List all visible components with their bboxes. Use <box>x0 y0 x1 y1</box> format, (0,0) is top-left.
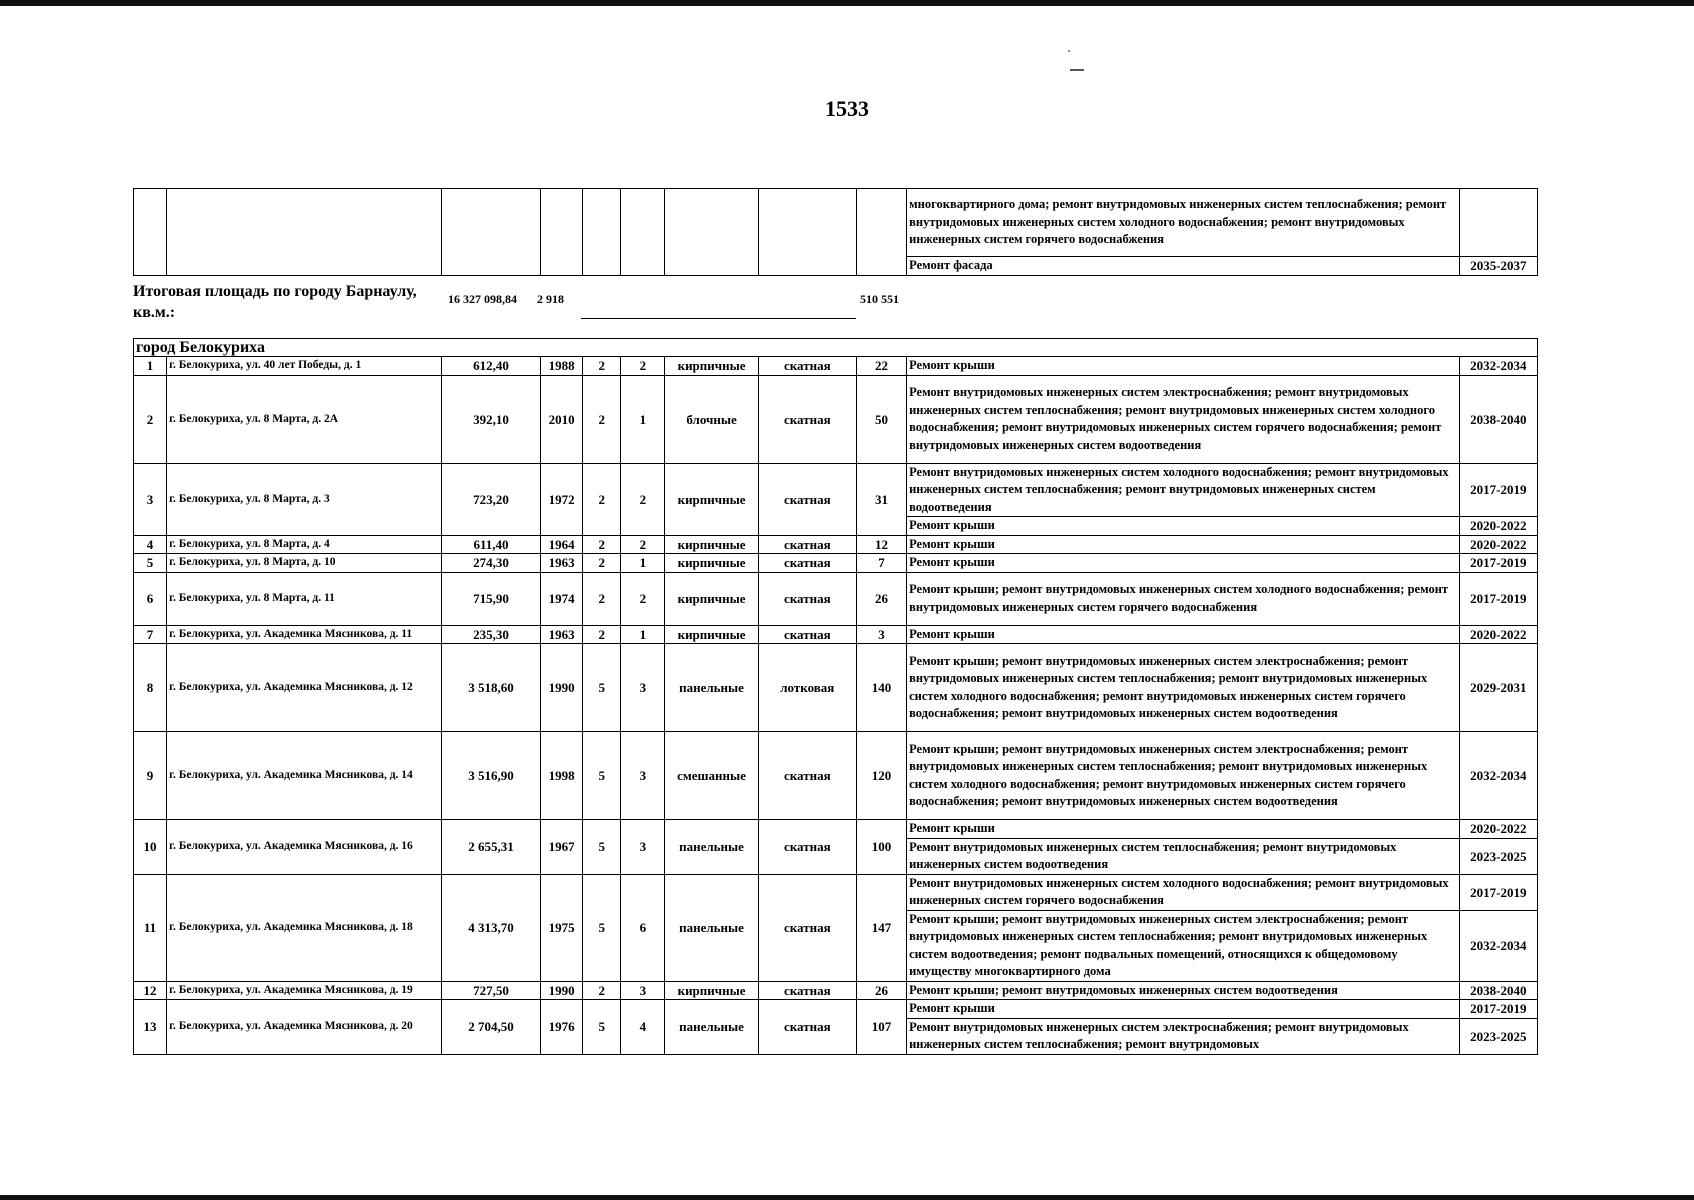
house-address: г. Белокуриха, ул. Академика Мясникова, д. 20 <box>167 1000 442 1055</box>
repair-works: Ремонт крыши; ремонт внутридомовых инженерных систем электроснабжения; ремонт внутридомовых инженерных систем теплоснабжения; ремонт внутридомовых инженерных систем холодного водоснабжения; ремонт внутридомовых инженерных систем горячего водоснабжения; ремонт внутридомовых инженерных систем водоотведения <box>907 732 1460 820</box>
repair-period: 2038-2040 <box>1459 981 1537 1000</box>
repair-period: 2023-2025 <box>1459 838 1537 874</box>
house-number: 8 <box>134 644 167 732</box>
repair-period: 2032-2034 <box>1459 732 1537 820</box>
house-entrances: 3 <box>621 644 665 732</box>
house-roof-type: лотковая <box>758 644 856 732</box>
house-floors: 5 <box>583 1000 621 1055</box>
house-wall-material: панельные <box>665 1000 758 1055</box>
house-floors: 5 <box>583 820 621 875</box>
repair-period: 2020-2022 <box>1459 517 1537 536</box>
house-entrances: 2 <box>621 535 665 554</box>
blank-area-cell <box>441 189 540 276</box>
continuation-table <box>133 188 1538 276</box>
house-floors: 2 <box>583 981 621 1000</box>
period-cell <box>1459 189 1537 257</box>
house-year: 1974 <box>541 572 583 625</box>
table-row <box>134 732 1538 820</box>
barnaul-total-label: Итоговая площадь по городу Барнаулу, кв.м.: <box>133 283 417 321</box>
house-roof-type: скатная <box>758 535 856 554</box>
house-wall-material: кирпичные <box>665 535 758 554</box>
repair-period: 2017-2019 <box>1459 572 1537 625</box>
house-address: г. Белокуриха, ул. Академика Мясникова, д. 18 <box>167 874 442 981</box>
repair-works: Ремонт крыши <box>907 625 1460 644</box>
house-number: 4 <box>134 535 167 554</box>
house-number: 13 <box>134 1000 167 1055</box>
house-number: 10 <box>134 820 167 875</box>
belokurikha-houses-table <box>133 338 1538 1055</box>
blank-walls-cell <box>665 189 758 276</box>
repair-period: 2020-2022 <box>1459 625 1537 644</box>
house-number: 12 <box>134 981 167 1000</box>
house-year: 1990 <box>541 644 583 732</box>
repair-period: 2017-2019 <box>1459 554 1537 573</box>
house-apartments: 31 <box>856 463 906 535</box>
barnaul-total-count: 2 918 <box>537 292 564 306</box>
repair-works: Ремонт крыши <box>907 820 1460 839</box>
house-floors: 2 <box>583 535 621 554</box>
repair-works: Ремонт крыши; ремонт внутридомовых инженерных систем водоотведения <box>907 981 1460 1000</box>
house-wall-material: кирпичные <box>665 357 758 376</box>
house-wall-material: панельные <box>665 874 758 981</box>
house-apartments: 26 <box>856 981 906 1000</box>
house-roof-type: скатная <box>758 874 856 981</box>
repair-period: 2020-2022 <box>1459 820 1537 839</box>
house-entrances: 3 <box>621 732 665 820</box>
house-wall-material: панельные <box>665 820 758 875</box>
repair-works: Ремонт крыши <box>907 1000 1460 1019</box>
city-name: город Белокуриха <box>134 339 1538 357</box>
house-area: 4 313,70 <box>441 874 540 981</box>
house-apartments: 22 <box>856 357 906 376</box>
table-row <box>134 554 1538 573</box>
repair-period: 2017-2019 <box>1459 874 1537 910</box>
house-year: 1998 <box>541 732 583 820</box>
house-entrances: 3 <box>621 981 665 1000</box>
house-number: 5 <box>134 554 167 573</box>
house-address: г. Белокуриха, ул. 8 Марта, д. 3 <box>167 463 442 535</box>
house-roof-type: скатная <box>758 357 856 376</box>
house-area: 611,40 <box>441 535 540 554</box>
repair-works: Ремонт крыши <box>907 517 1460 536</box>
house-year: 1967 <box>541 820 583 875</box>
house-entrances: 1 <box>621 554 665 573</box>
house-apartments: 26 <box>856 572 906 625</box>
page-number: 1533 <box>825 96 869 121</box>
repair-works: Ремонт крыши; ремонт внутридомовых инженерных систем электроснабжения; ремонт внутридомовых инженерных систем теплоснабжения; ремонт внутридомовых инженерных систем водоотведения; ремонт подвальных помещений, относящихся к общедомовому имуществу многоквартирного дома <box>907 910 1460 981</box>
house-year: 1964 <box>541 535 583 554</box>
table-row <box>134 535 1538 554</box>
house-wall-material: смешанные <box>665 732 758 820</box>
house-entrances: 2 <box>621 357 665 376</box>
table-row <box>134 874 1538 910</box>
barnaul-total-apartments: 510 551 <box>860 292 899 306</box>
house-apartments: 140 <box>856 644 906 732</box>
house-roof-type: скатная <box>758 572 856 625</box>
house-year: 1990 <box>541 981 583 1000</box>
house-wall-material: кирпичные <box>665 463 758 535</box>
house-apartments: 120 <box>856 732 906 820</box>
blank-address-cell <box>167 189 442 276</box>
blank-apartments-cell <box>857 189 907 276</box>
house-roof-type: скатная <box>758 463 856 535</box>
repair-works: Ремонт крыши; ремонт внутридомовых инженерных систем холодного водоснабжения; ремонт внутридомовых инженерных систем горячего водоснабжения <box>907 572 1460 625</box>
house-entrances: 1 <box>621 625 665 644</box>
table-row <box>134 820 1538 839</box>
house-area: 3 516,90 <box>441 732 540 820</box>
house-area: 723,20 <box>441 463 540 535</box>
blank-entrances-cell <box>621 189 665 276</box>
house-area: 3 518,60 <box>441 644 540 732</box>
house-area: 235,30 <box>441 625 540 644</box>
repair-period: 2017-2019 <box>1459 463 1537 517</box>
repair-period: 2032-2034 <box>1459 357 1537 376</box>
house-wall-material: блочные <box>665 375 758 463</box>
table-row <box>134 625 1538 644</box>
house-year: 1963 <box>541 625 583 644</box>
house-number: 6 <box>134 572 167 625</box>
period-cell: 2035-2037 <box>1459 257 1537 276</box>
house-year: 1972 <box>541 463 583 535</box>
house-floors: 5 <box>583 874 621 981</box>
repair-period: 2023-2025 <box>1459 1018 1537 1054</box>
totals-underline <box>581 318 856 319</box>
repair-works: Ремонт внутридомовых инженерных систем электроснабжения; ремонт внутридомовых инженерных систем теплоснабжения; ремонт внутридомовых инженерных систем холодного водоснабжения; ремонт внутридомовых инженерных систем горячего водоснабжения; ремонт внутридомовых инженерных систем водоотведения <box>907 375 1460 463</box>
house-entrances: 2 <box>621 572 665 625</box>
continuation-row <box>134 189 1538 257</box>
repair-works: Ремонт крыши <box>907 535 1460 554</box>
house-roof-type: скатная <box>758 1000 856 1055</box>
repair-period: 2029-2031 <box>1459 644 1537 732</box>
house-address: г. Белокуриха, ул. Академика Мясникова, д. 19 <box>167 981 442 1000</box>
repair-works: Ремонт внутридомовых инженерных систем теплоснабжения; ремонт внутридомовых инженерных систем водоотведения <box>907 838 1460 874</box>
repair-period: 2017-2019 <box>1459 1000 1537 1019</box>
house-number: 11 <box>134 874 167 981</box>
house-area: 715,90 <box>441 572 540 625</box>
house-floors: 5 <box>583 732 621 820</box>
city-header-row <box>134 339 1538 357</box>
table-row <box>134 572 1538 625</box>
table-row <box>134 375 1538 463</box>
table-row <box>134 1000 1538 1019</box>
house-roof-type: скатная <box>758 375 856 463</box>
house-address: г. Белокуриха, ул. 8 Марта, д. 10 <box>167 554 442 573</box>
works-cell: многоквартирного дома; ремонт внутридомовых инженерных систем теплоснабжения; ремонт внутридомовых инженерных систем холодного водоснабжения; ремонт внутридомовых инженерных систем горячего водоснабжения <box>907 189 1460 257</box>
repair-works: Ремонт крыши <box>907 554 1460 573</box>
house-roof-type: скатная <box>758 820 856 875</box>
house-area: 2 655,31 <box>441 820 540 875</box>
table-row <box>134 644 1538 732</box>
house-address: г. Белокуриха, ул. 8 Марта, д. 2А <box>167 375 442 463</box>
house-roof-type: скатная <box>758 981 856 1000</box>
house-entrances: 2 <box>621 463 665 535</box>
house-apartments: 100 <box>856 820 906 875</box>
house-entrances: 3 <box>621 820 665 875</box>
house-area: 392,10 <box>441 375 540 463</box>
repair-works: Ремонт внутридомовых инженерных систем холодного водоснабжения; ремонт внутридомовых инженерных систем горячего водоснабжения <box>907 874 1460 910</box>
house-address: г. Белокуриха, ул. Академика Мясникова, д. 14 <box>167 732 442 820</box>
bottom-scan-border <box>0 1195 1694 1200</box>
house-address: г. Белокуриха, ул. 40 лет Победы, д. 1 <box>167 357 442 376</box>
house-address: г. Белокуриха, ул. Академика Мясникова, д. 12 <box>167 644 442 732</box>
house-floors: 5 <box>583 644 621 732</box>
house-year: 1976 <box>541 1000 583 1055</box>
house-area: 2 704,50 <box>441 1000 540 1055</box>
house-year: 1988 <box>541 357 583 376</box>
house-wall-material: кирпичные <box>665 554 758 573</box>
repair-works: Ремонт крыши; ремонт внутридомовых инженерных систем электроснабжения; ремонт внутридомовых инженерных систем теплоснабжения; ремонт внутридомовых инженерных систем холодного водоснабжения; ремонт внутридомовых инженерных систем горячего водоснабжения; ремонт внутридомовых инженерных систем водоотведения <box>907 644 1460 732</box>
house-number: 7 <box>134 625 167 644</box>
house-address: г. Белокуриха, ул. Академика Мясникова, д. 11 <box>167 625 442 644</box>
house-roof-type: скатная <box>758 732 856 820</box>
table-row <box>134 981 1538 1000</box>
blank-year-cell <box>541 189 583 276</box>
house-area: 612,40 <box>441 357 540 376</box>
scan-artifact-dot <box>1068 50 1070 52</box>
house-apartments: 3 <box>856 625 906 644</box>
house-roof-type: скатная <box>758 554 856 573</box>
blank-num-cell <box>134 189 167 276</box>
house-entrances: 4 <box>621 1000 665 1055</box>
house-year: 1975 <box>541 874 583 981</box>
table-row <box>134 357 1538 376</box>
house-roof-type: скатная <box>758 625 856 644</box>
house-entrances: 1 <box>621 375 665 463</box>
house-floors: 2 <box>583 357 621 376</box>
house-wall-material: кирпичные <box>665 625 758 644</box>
house-wall-material: кирпичные <box>665 572 758 625</box>
house-number: 1 <box>134 357 167 376</box>
house-address: г. Белокуриха, ул. 8 Марта, д. 4 <box>167 535 442 554</box>
table-row <box>134 463 1538 517</box>
house-area: 274,30 <box>441 554 540 573</box>
house-year: 1963 <box>541 554 583 573</box>
repair-works: Ремонт внутридомовых инженерных систем электроснабжения; ремонт внутридомовых инженерных систем теплоснабжения; ремонт внутридомовых <box>907 1018 1460 1054</box>
house-floors: 2 <box>583 375 621 463</box>
blank-roof-cell <box>758 189 856 276</box>
repair-period: 2038-2040 <box>1459 375 1537 463</box>
house-apartments: 7 <box>856 554 906 573</box>
repair-works: Ремонт крыши <box>907 357 1460 376</box>
repair-period: 2032-2034 <box>1459 910 1537 981</box>
house-apartments: 50 <box>856 375 906 463</box>
house-number: 2 <box>134 375 167 463</box>
blank-floors-cell <box>583 189 621 276</box>
top-scan-border <box>0 0 1694 6</box>
scan-artifact-mark <box>1070 69 1084 71</box>
works-cell: Ремонт фасада <box>907 257 1460 276</box>
house-area: 727,50 <box>441 981 540 1000</box>
house-entrances: 6 <box>621 874 665 981</box>
house-wall-material: панельные <box>665 644 758 732</box>
house-apartments: 147 <box>856 874 906 981</box>
house-address: г. Белокуриха, ул. 8 Марта, д. 11 <box>167 572 442 625</box>
house-floors: 2 <box>583 572 621 625</box>
house-wall-material: кирпичные <box>665 981 758 1000</box>
house-number: 3 <box>134 463 167 535</box>
barnaul-total-area: 16 327 098,84 <box>448 292 517 306</box>
repair-period: 2020-2022 <box>1459 535 1537 554</box>
house-apartments: 12 <box>856 535 906 554</box>
house-floors: 2 <box>583 463 621 535</box>
house-floors: 2 <box>583 554 621 573</box>
house-year: 2010 <box>541 375 583 463</box>
house-address: г. Белокуриха, ул. Академика Мясникова, д. 16 <box>167 820 442 875</box>
house-floors: 2 <box>583 625 621 644</box>
house-apartments: 107 <box>856 1000 906 1055</box>
house-number: 9 <box>134 732 167 820</box>
repair-works: Ремонт внутридомовых инженерных систем холодного водоснабжения; ремонт внутридомовых инженерных систем теплоснабжения; ремонт внутридомовых инженерных систем водоотведения <box>907 463 1460 517</box>
